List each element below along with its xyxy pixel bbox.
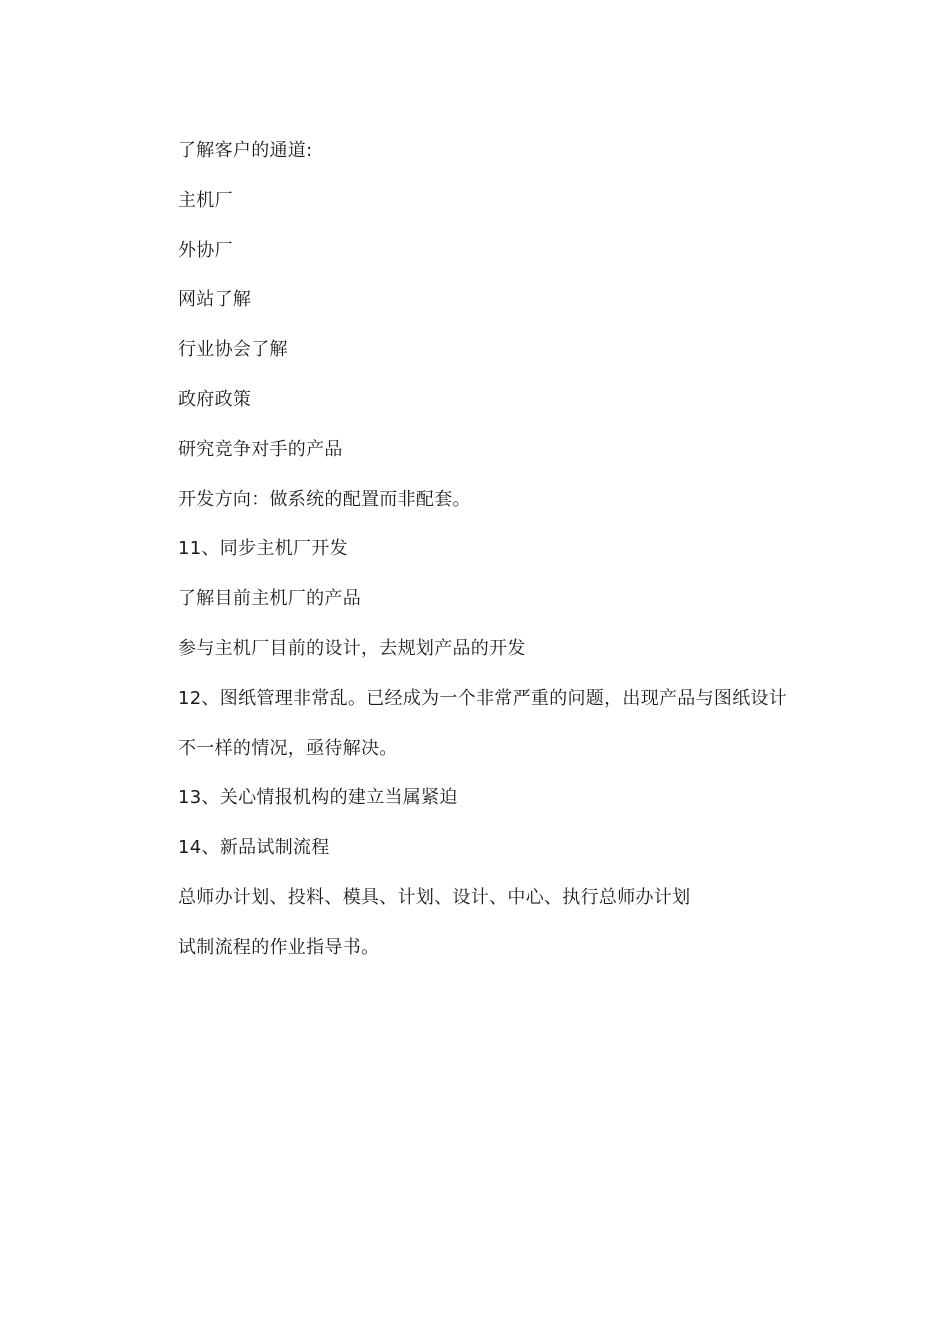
text-line: 行业协会了解: [178, 339, 288, 361]
text-line-development-direction: 开发方向：做系统的配置而非配套。: [178, 488, 471, 510]
text-line-item-11: 11、同步主机厂开发: [178, 538, 348, 560]
text-line: 不一样的情况，亟待解决。: [178, 737, 398, 759]
text-line: 试制流程的作业指导书。: [178, 936, 380, 958]
text-line-item-14: 14、新品试制流程: [178, 837, 330, 859]
text-line: 政府政策: [178, 388, 252, 410]
text-line: 总师办计划、投料、模具、计划、设计、中心、执行总师办计划: [178, 886, 691, 908]
text-line-item-12: 12、图纸管理非常乱。已经成为一个非常严重的问题，出现产品与图纸设计: [178, 687, 788, 709]
text-line-item-13: 13、关心情报机构的建立当属紧迫: [178, 787, 458, 809]
text-line: 外协厂: [178, 239, 233, 261]
text-line: 网站了解: [178, 289, 252, 311]
text-line: 参与主机厂目前的设计，去规划产品的开发: [178, 637, 526, 659]
text-line-channels-heading: 了解客户的通道:: [178, 140, 313, 161]
text-line: 研究竞争对手的产品: [178, 438, 343, 460]
text-line: 主机厂: [178, 189, 233, 211]
document-body: [178, 136, 878, 983]
text-line: 了解目前主机厂的产品: [178, 588, 361, 610]
